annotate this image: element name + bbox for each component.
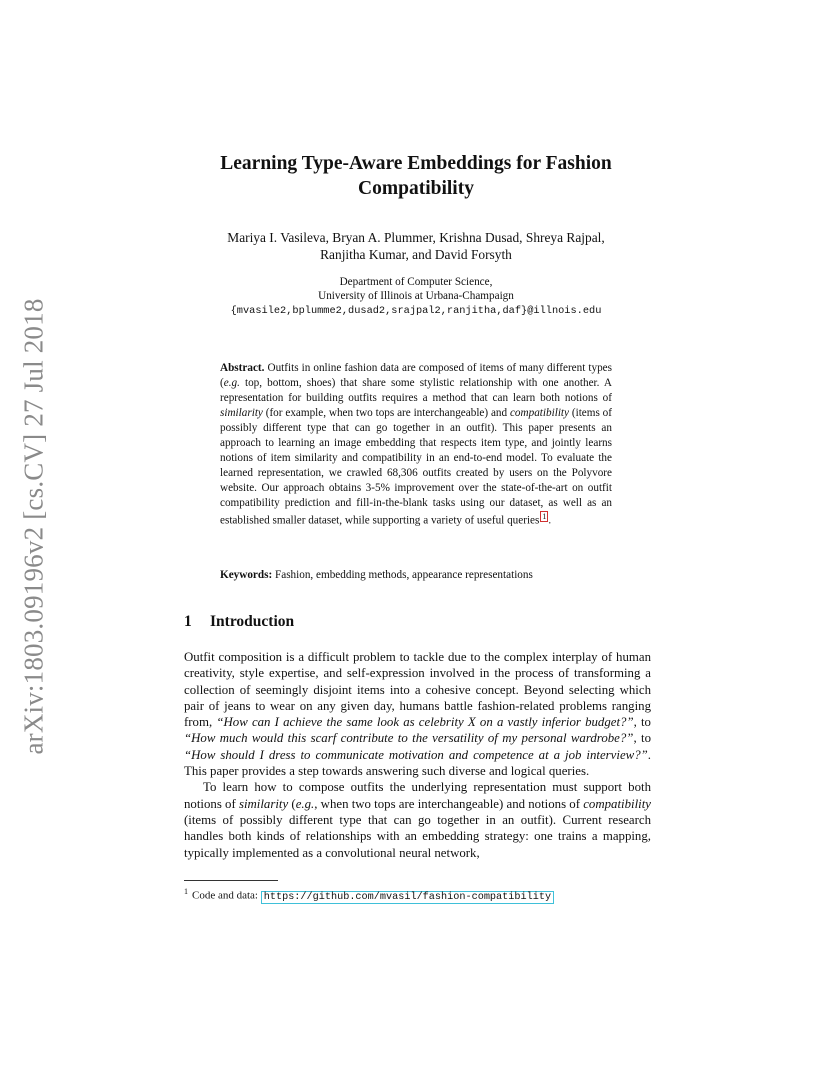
abstract-text-4: (items of possibly different type that can go together in an outfit). This paper presents an approach to learning an image embedding that respects item type, and jointly learns notions of item similarity and compatibility in an end-to-end model. To evaluate the learned representation, we crawled 68,306 outfits created by users on the Polyvore website. Our approach obtains 3-5% improvement over the state-of-the-art on outfit compatibility prediction and fill-in-the-blank tasks using our dataset, as well as an established smaller dataset, while supporting a variety of useful queries: [220, 406, 612, 527]
p2-similarity: similarity: [238, 796, 289, 811]
p2-text-2: (: [288, 796, 296, 811]
introduction-body: [184, 649, 651, 861]
authors-line-1: Mariya I. Vasileva, Bryan A. Plummer, Krishna Dusad, Shreya Rajpal,: [227, 230, 605, 245]
paper-title: [150, 152, 682, 201]
footnote-label: Code and data:: [192, 889, 258, 902]
p1-text-1: Outfit composition is a difficult problem to tackle due to the complex interplay of human creativity, style expertise, and self-expression involved in the process of transforming a collection of seemingly disjoint items into a cohesive concept. Beyond selecting which pair of jeans to wear on any given day, humans battle fashion-related problems ranging from,: [184, 650, 651, 730]
author-emails: {mvasile2,bplumme2,dusad2,srajpal2,ranjitha,daf}@illnois.edu: [230, 304, 602, 317]
keywords: [220, 568, 620, 583]
arxiv-identifier-margin: [18, 298, 50, 754]
paragraph-1: [184, 649, 651, 779]
footnote-reference-link[interactable]: 1: [542, 511, 547, 521]
keywords-text: Fashion, embedding methods, appearance representations: [275, 569, 533, 581]
section-heading-introduction: [184, 612, 294, 631]
keywords-label: Keywords:: [220, 569, 273, 581]
author-list: [160, 230, 672, 263]
title-line-2: Compatibility: [358, 177, 474, 199]
abstract-label: Abstract.: [220, 362, 265, 374]
code-url-link[interactable]: https://github.com/mvasil/fashion-compatibility: [261, 891, 554, 904]
p2-compatibility: compatibility: [583, 796, 651, 811]
p2-eg: e.g.: [295, 796, 315, 811]
department: Department of Computer Science,: [339, 276, 493, 288]
abstract-compatibility: compatibility: [509, 406, 570, 419]
abstract-similarity: similarity: [220, 406, 263, 419]
abstract-text-2: top, bottom, shoes) that share some stylistic relationship with one another. A representation for building outfits requires a method that can learn both notions of: [220, 376, 612, 404]
section-title: Introduction: [210, 613, 295, 630]
section-number: 1: [184, 613, 192, 630]
p1-text-4: . This paper provides a step towards answering such diverse and logical queries.: [184, 747, 651, 779]
authors-line-2: Ranjitha Kumar, and David Forsyth: [320, 246, 512, 262]
affiliation-block: [150, 275, 682, 318]
p1-quote-1: “How can I achieve the same look as celebrity X on a vastly inferior budget?”: [216, 715, 634, 730]
title-line-1: Learning Type-Aware Embeddings for Fashion: [220, 153, 612, 174]
footnote-marker: 1: [184, 887, 188, 896]
p1-text-3: , to: [633, 731, 651, 746]
abstract-eg: e.g.: [223, 376, 240, 389]
abstract-text-1: Outfits in online fashion data are composed of items of many different types (: [220, 362, 613, 389]
arxiv-identifier: arXiv:1803.09196v2 [cs.CV] 27 Jul 2018: [18, 297, 49, 755]
university: University of Illinois at Urbana-Champaign: [318, 290, 514, 303]
abstract-text-3: (for example, when two tops are interchangeable) and: [262, 406, 510, 419]
p1-quote-3: “How should I dress to communicate motivation and competence at a job interview?”: [184, 747, 648, 762]
abstract-text-end: .: [548, 514, 552, 527]
p2-text-3: , when two tops are interchangeable) and notions of: [314, 796, 584, 811]
paragraph-2: [184, 779, 651, 860]
p2-text-1: To learn how to compose outfits the underlying representation must support both notions of: [184, 780, 651, 811]
footnote-divider: [184, 880, 278, 881]
abstract: [220, 361, 612, 528]
p2-text-4: (items of possibly different type that can go together in an outfit). Current research handles both kinds of relationships with an embedding strategy: one trains a mapping, typically implemented as a convolutional neural network,: [184, 812, 651, 860]
p1-text-2: , to: [633, 715, 651, 730]
footnote: [184, 885, 651, 905]
p1-quote-2: “How much would this scarf contribute to the versatility of my personal wardrobe?”: [184, 731, 634, 746]
